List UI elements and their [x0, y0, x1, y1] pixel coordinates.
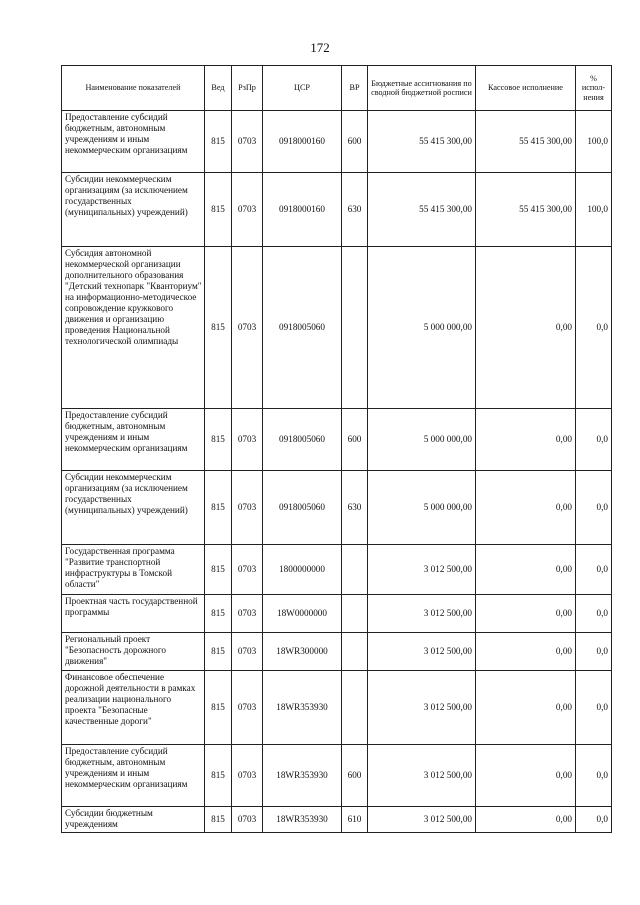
row-vr: [342, 671, 368, 745]
row-cash: 55 415 300,00: [476, 173, 576, 247]
row-percent: 0,0: [576, 471, 612, 545]
row-ved: 815: [205, 545, 232, 595]
row-ved: 815: [205, 595, 232, 633]
row-vr: [342, 545, 368, 595]
row-percent: 0,0: [576, 409, 612, 471]
row-ved: 815: [205, 111, 232, 173]
header-ved: Вед: [205, 66, 232, 111]
row-percent: 0,0: [576, 247, 612, 409]
row-budget: 5 000 000,00: [368, 471, 476, 545]
row-budget: 5 000 000,00: [368, 409, 476, 471]
row-rzpr: 0703: [232, 807, 263, 833]
row-csr: 0918000160: [263, 111, 342, 173]
row-cash: 0,00: [476, 745, 576, 807]
row-vr: 630: [342, 173, 368, 247]
row-csr: 0918005060: [263, 471, 342, 545]
row-vr: [342, 595, 368, 633]
row-rzpr: 0703: [232, 173, 263, 247]
table-row: [62, 545, 612, 595]
table-row: [62, 807, 612, 833]
row-name: Региональный проект "Безопасность дорожного движения": [62, 633, 205, 671]
row-csr: 0918005060: [263, 247, 342, 409]
row-vr: [342, 247, 368, 409]
row-csr: 18WR300000: [263, 633, 342, 671]
row-ved: 815: [205, 671, 232, 745]
table-row: [62, 173, 612, 247]
table-row: [62, 745, 612, 807]
row-budget: 3 012 500,00: [368, 633, 476, 671]
table-row: [62, 671, 612, 745]
row-budget: 3 012 500,00: [368, 671, 476, 745]
header-cash: Кассовое исполнение: [476, 66, 576, 111]
row-ved: 815: [205, 807, 232, 833]
row-name: Проектная часть государственной программы: [62, 595, 205, 633]
row-vr: 600: [342, 745, 368, 807]
header-budget: Бюджетные ассигнования по сводной бюджетной росписи: [368, 66, 476, 111]
row-name: Предоставление субсидий бюджетным, автономным учреждениям и иным некоммерческим организациям: [62, 111, 205, 173]
table-row: [62, 409, 612, 471]
row-name: Предоставление субсидий бюджетным, автономным учреждениям и иным некоммерческим организациям: [62, 409, 205, 471]
row-percent: 0,0: [576, 671, 612, 745]
row-vr: 600: [342, 409, 368, 471]
page-number: 172: [310, 40, 330, 55]
row-percent: 0,0: [576, 807, 612, 833]
row-csr: 0918005060: [263, 409, 342, 471]
row-name: Государственная программа "Развитие транспортной инфраструктуры в Томской области": [62, 545, 205, 595]
row-csr: 18WR353930: [263, 807, 342, 833]
row-vr: [342, 633, 368, 671]
row-ved: 815: [205, 745, 232, 807]
row-ved: 815: [205, 247, 232, 409]
row-percent: 0,0: [576, 633, 612, 671]
row-cash: 0,00: [476, 545, 576, 595]
row-ved: 815: [205, 633, 232, 671]
row-rzpr: 0703: [232, 545, 263, 595]
row-rzpr: 0703: [232, 111, 263, 173]
row-csr: 0918000160: [263, 173, 342, 247]
row-vr: 610: [342, 807, 368, 833]
table-row: [62, 247, 612, 409]
row-cash: 0,00: [476, 633, 576, 671]
row-csr: 18W0000000: [263, 595, 342, 633]
row-cash: 0,00: [476, 807, 576, 833]
row-cash: 0,00: [476, 471, 576, 545]
header-percent: % испол-нения: [576, 66, 612, 111]
row-budget: 3 012 500,00: [368, 595, 476, 633]
header-rzpr: РзПр: [232, 66, 263, 111]
row-rzpr: 0703: [232, 471, 263, 545]
row-name: Субсидии бюджетным учреждениям: [62, 807, 205, 833]
row-cash: 0,00: [476, 595, 576, 633]
row-rzpr: 0703: [232, 595, 263, 633]
row-vr: 600: [342, 111, 368, 173]
row-cash: 0,00: [476, 671, 576, 745]
header-csr: ЦСР: [263, 66, 342, 111]
row-rzpr: 0703: [232, 745, 263, 807]
row-name: Предоставление субсидий бюджетным, автономным учреждениям и иным некоммерческим организациям: [62, 745, 205, 807]
row-ved: 815: [205, 173, 232, 247]
row-cash: 55 415 300,00: [476, 111, 576, 173]
row-rzpr: 0703: [232, 409, 263, 471]
row-name: Финансовое обеспечение дорожной деятельности в рамках реализации национального проекта "Безопасные качественные дороги": [62, 671, 205, 745]
table-header-row: [62, 66, 612, 111]
row-cash: 0,00: [476, 247, 576, 409]
row-percent: 100,0: [576, 173, 612, 247]
table-row: [62, 471, 612, 545]
row-rzpr: 0703: [232, 247, 263, 409]
header-vr: ВР: [342, 66, 368, 111]
row-budget: 5 000 000,00: [368, 247, 476, 409]
table-row: [62, 633, 612, 671]
row-budget: 55 415 300,00: [368, 173, 476, 247]
row-vr: 630: [342, 471, 368, 545]
row-csr: 18WR353930: [263, 671, 342, 745]
row-name: Субсидии некоммерческим организациям (за исключением государственных (муниципальных) учреждений): [62, 471, 205, 545]
header-name: Наименование показателей: [62, 66, 205, 111]
row-budget: 3 012 500,00: [368, 545, 476, 595]
row-budget: 55 415 300,00: [368, 111, 476, 173]
row-rzpr: 0703: [232, 671, 263, 745]
row-ved: 815: [205, 471, 232, 545]
row-percent: 0,0: [576, 745, 612, 807]
row-csr: 1800000000: [263, 545, 342, 595]
table-row: [62, 595, 612, 633]
row-ved: 815: [205, 409, 232, 471]
row-percent: 0,0: [576, 545, 612, 595]
budget-execution-table: [61, 65, 612, 833]
row-rzpr: 0703: [232, 633, 263, 671]
row-cash: 0,00: [476, 409, 576, 471]
row-percent: 100,0: [576, 111, 612, 173]
row-budget: 3 012 500,00: [368, 745, 476, 807]
row-name: Субсидии некоммерческим организациям (за исключением государственных (муниципальных) учреждений): [62, 173, 205, 247]
row-csr: 18WR353930: [263, 745, 342, 807]
row-percent: 0,0: [576, 595, 612, 633]
row-name: Субсидия автономной некоммерческой организации дополнительного образования "Детский технопарк "Кванториум" на информационно-методическое сопровождение кружкового движения и организацию проведения Национальной технологической олимпиады: [62, 247, 205, 409]
table-row: [62, 111, 612, 173]
row-budget: 3 012 500,00: [368, 807, 476, 833]
